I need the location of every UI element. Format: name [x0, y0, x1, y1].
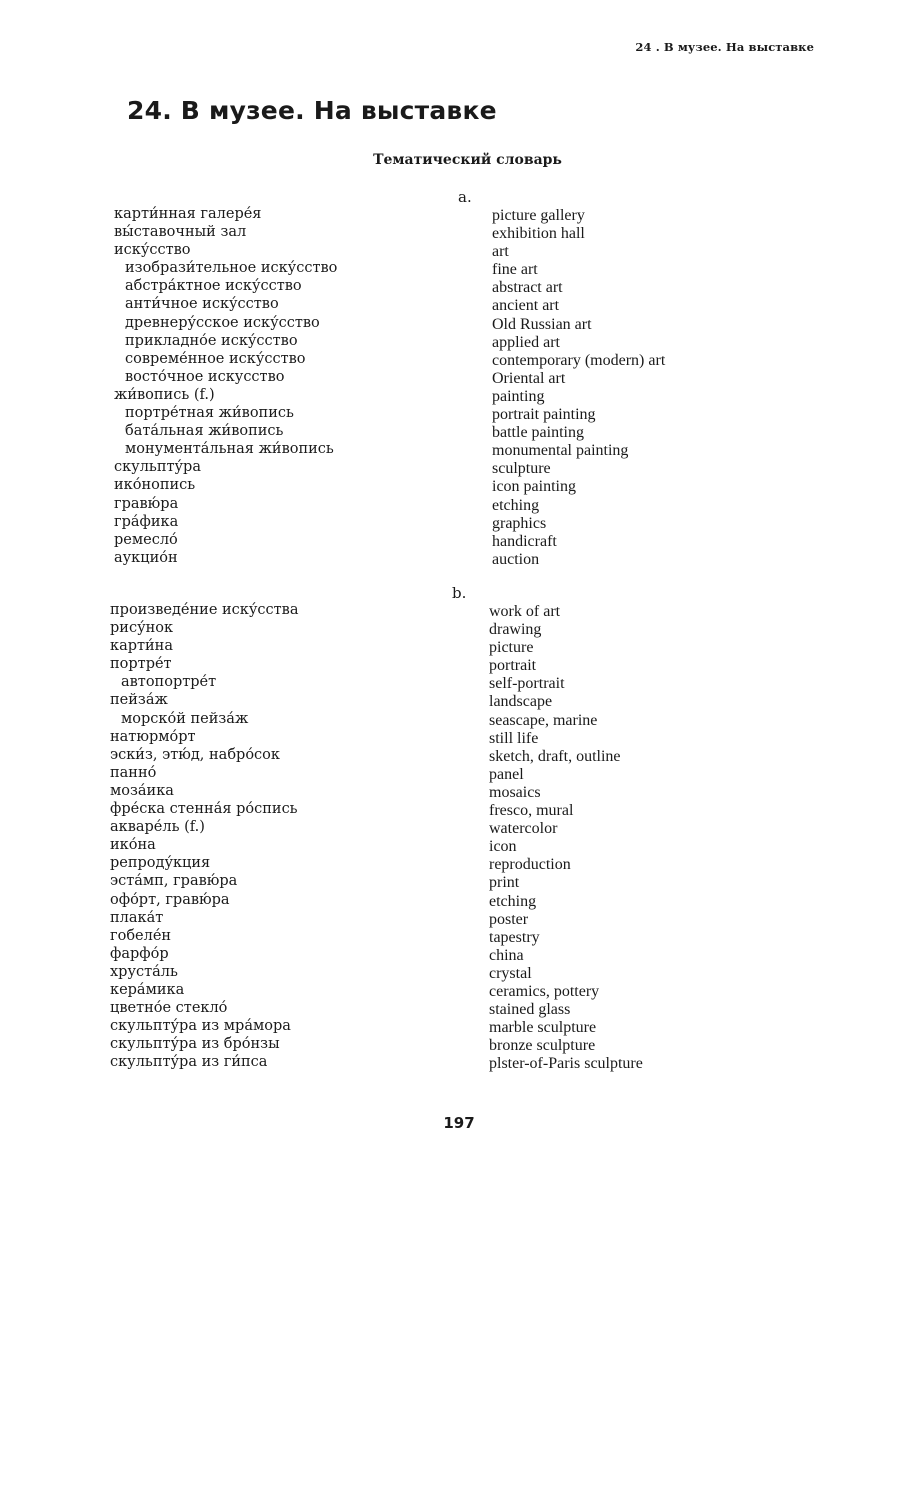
- glossary-term-russian: анти́чное иску́сство: [125, 296, 279, 313]
- glossary-term-english: panel: [489, 765, 524, 783]
- glossary-term-russian: плака́т: [110, 909, 164, 926]
- glossary-term-english: still life: [489, 729, 539, 747]
- glossary-section-a-russian: [114, 205, 337, 567]
- glossary-term-russian: вы́ставочный зал: [114, 224, 247, 241]
- glossary-term-english: picture gallery: [492, 207, 585, 224]
- glossary-term-russian: кера́мика: [110, 981, 185, 998]
- glossary-term-english: etching: [492, 496, 540, 514]
- glossary-term-english: sculpture: [492, 460, 551, 478]
- glossary-term-english: exhibition hall: [492, 225, 585, 243]
- glossary-term-russian: фре́ска стенна́я ро́спись: [110, 801, 298, 818]
- glossary-term-english: contemporary (modern) art: [492, 351, 666, 369]
- glossary-term-english: mosaics: [489, 783, 541, 801]
- glossary-term-russian: гравю́ра: [114, 495, 179, 512]
- glossary-term-russian: моза́ика: [110, 782, 174, 799]
- glossary-term-english: auction: [492, 550, 540, 568]
- glossary-term-russian: абстра́ктное иску́сство: [125, 278, 302, 295]
- glossary-section-b-russian: [110, 601, 298, 1071]
- glossary-term-russian: древнеру́сское иску́сство: [125, 314, 320, 331]
- glossary-term-russian: цветно́е стекло́: [110, 1000, 228, 1017]
- chapter-title: 24. В музее. На выставке: [127, 96, 497, 125]
- glossary-term-english: Oriental art: [492, 369, 566, 387]
- glossary-term-russian: панно́: [110, 764, 157, 781]
- glossary-term-russian: изобрази́тельное иску́сство: [125, 260, 338, 277]
- glossary-term-russian: натюрмо́рт: [110, 728, 196, 745]
- glossary-term-russian: восто́чное искусство: [125, 368, 285, 385]
- glossary-term-russian: бата́льная жи́вопись: [125, 423, 284, 440]
- glossary-term-english: ancient art: [492, 297, 560, 315]
- glossary-term-russian: акваре́ль (f.): [110, 819, 205, 836]
- glossary-term-russian: совреме́нное иску́сство: [125, 350, 306, 367]
- section-label-b: b.: [452, 584, 467, 602]
- glossary-section-b-english: [489, 603, 643, 1073]
- glossary-term-russian: ико́нопись: [114, 477, 196, 494]
- section-title: Тематический словарь: [373, 152, 562, 168]
- glossary-term-russian: карти́на: [110, 638, 173, 655]
- glossary-term-english: icon: [489, 838, 517, 856]
- glossary-term-english: landscape: [489, 693, 553, 711]
- glossary-term-english: battle painting: [492, 424, 584, 442]
- glossary-term-russian: скульпту́ра из бро́нзы: [110, 1036, 280, 1053]
- glossary-term-english: fine art: [492, 261, 538, 279]
- glossary-term-russian: пейза́ж: [110, 692, 168, 709]
- page-number: 197: [443, 1114, 475, 1132]
- glossary-term-russian: прикладно́е иску́сство: [125, 332, 298, 349]
- glossary-term-russian: аукцио́н: [114, 549, 178, 566]
- glossary-term-russian: эски́з, этю́д, набро́сок: [110, 746, 280, 763]
- glossary-term-russian: гра́фика: [114, 513, 179, 530]
- glossary-term-russian: репроду́кция: [110, 855, 211, 872]
- glossary-term-english: self-portrait: [489, 675, 565, 693]
- glossary-term-english: ceramics, pottery: [489, 982, 600, 1000]
- glossary-term-russian: фарфо́р: [110, 945, 169, 962]
- section-label-a: a.: [458, 188, 472, 206]
- glossary-term-english: drawing: [489, 621, 542, 639]
- glossary-term-russian: скульпту́ра: [114, 459, 201, 476]
- running-head: 24 . В музее. На выставке: [635, 40, 814, 54]
- glossary-term-english: print: [489, 874, 520, 892]
- glossary-section-a-english: [492, 207, 665, 569]
- glossary-term-russian: жи́вопись (f.): [114, 386, 215, 403]
- glossary-term-russian: хруста́ль: [110, 963, 178, 980]
- glossary-term-english: portrait: [489, 657, 537, 675]
- glossary-term-russian: карти́нная галере́я: [114, 206, 262, 222]
- glossary-term-russian: гобеле́н: [110, 927, 172, 944]
- glossary-term-russian: портре́тная жи́вопись: [125, 405, 294, 422]
- glossary-term-english: marble sculpture: [489, 1019, 597, 1037]
- glossary-term-english: crystal: [489, 964, 532, 982]
- glossary-term-english: watercolor: [489, 820, 558, 838]
- glossary-term-english: china: [489, 946, 524, 964]
- glossary-term-english: bronze sculpture: [489, 1037, 596, 1055]
- glossary-term-russian: произведе́ние иску́сства: [110, 602, 299, 618]
- glossary-term-russian: скульпту́ра из ги́пса: [110, 1054, 268, 1071]
- glossary-term-english: plster-of-Paris sculpture: [489, 1055, 643, 1073]
- glossary-term-russian: рису́нок: [110, 620, 174, 637]
- glossary-term-russian: автопортре́т: [121, 674, 217, 691]
- glossary-term-english: sketch, draft, outline: [489, 747, 621, 765]
- glossary-term-english: etching: [489, 892, 537, 910]
- glossary-term-english: monumental painting: [492, 442, 629, 460]
- glossary-term-english: tapestry: [489, 928, 540, 946]
- glossary-term-russian: эста́мп, гравю́ра: [110, 873, 238, 890]
- glossary-term-russian: офо́рт, гравю́ра: [110, 891, 230, 908]
- glossary-term-english: work of art: [489, 603, 561, 620]
- glossary-term-english: abstract art: [492, 279, 563, 297]
- glossary-term-english: seascape, marine: [489, 711, 598, 729]
- glossary-term-english: reproduction: [489, 856, 571, 874]
- glossary-term-english: painting: [492, 387, 545, 405]
- glossary-term-russian: монумента́льная жи́вопись: [125, 441, 334, 458]
- glossary-term-english: picture: [489, 639, 534, 657]
- glossary-term-english: stained glass: [489, 1001, 571, 1019]
- glossary-term-russian: морско́й пейза́ж: [121, 710, 249, 727]
- glossary-term-english: fresco, mural: [489, 802, 574, 820]
- glossary-term-english: portrait painting: [492, 406, 596, 424]
- glossary-term-russian: скульпту́ра из мра́мора: [110, 1018, 291, 1035]
- glossary-term-russian: ико́на: [110, 837, 156, 854]
- glossary-term-english: handicraft: [492, 532, 557, 550]
- glossary-term-english: icon painting: [492, 478, 576, 496]
- glossary-term-english: poster: [489, 910, 529, 928]
- glossary-term-english: Old Russian art: [492, 315, 592, 333]
- glossary-term-english: applied art: [492, 333, 560, 351]
- glossary-term-russian: ремесло́: [114, 531, 178, 548]
- glossary-term-english: graphics: [492, 514, 547, 532]
- glossary-term-russian: портре́т: [110, 656, 172, 673]
- glossary-term-russian: иску́сство: [114, 242, 191, 259]
- glossary-term-english: art: [492, 243, 509, 261]
